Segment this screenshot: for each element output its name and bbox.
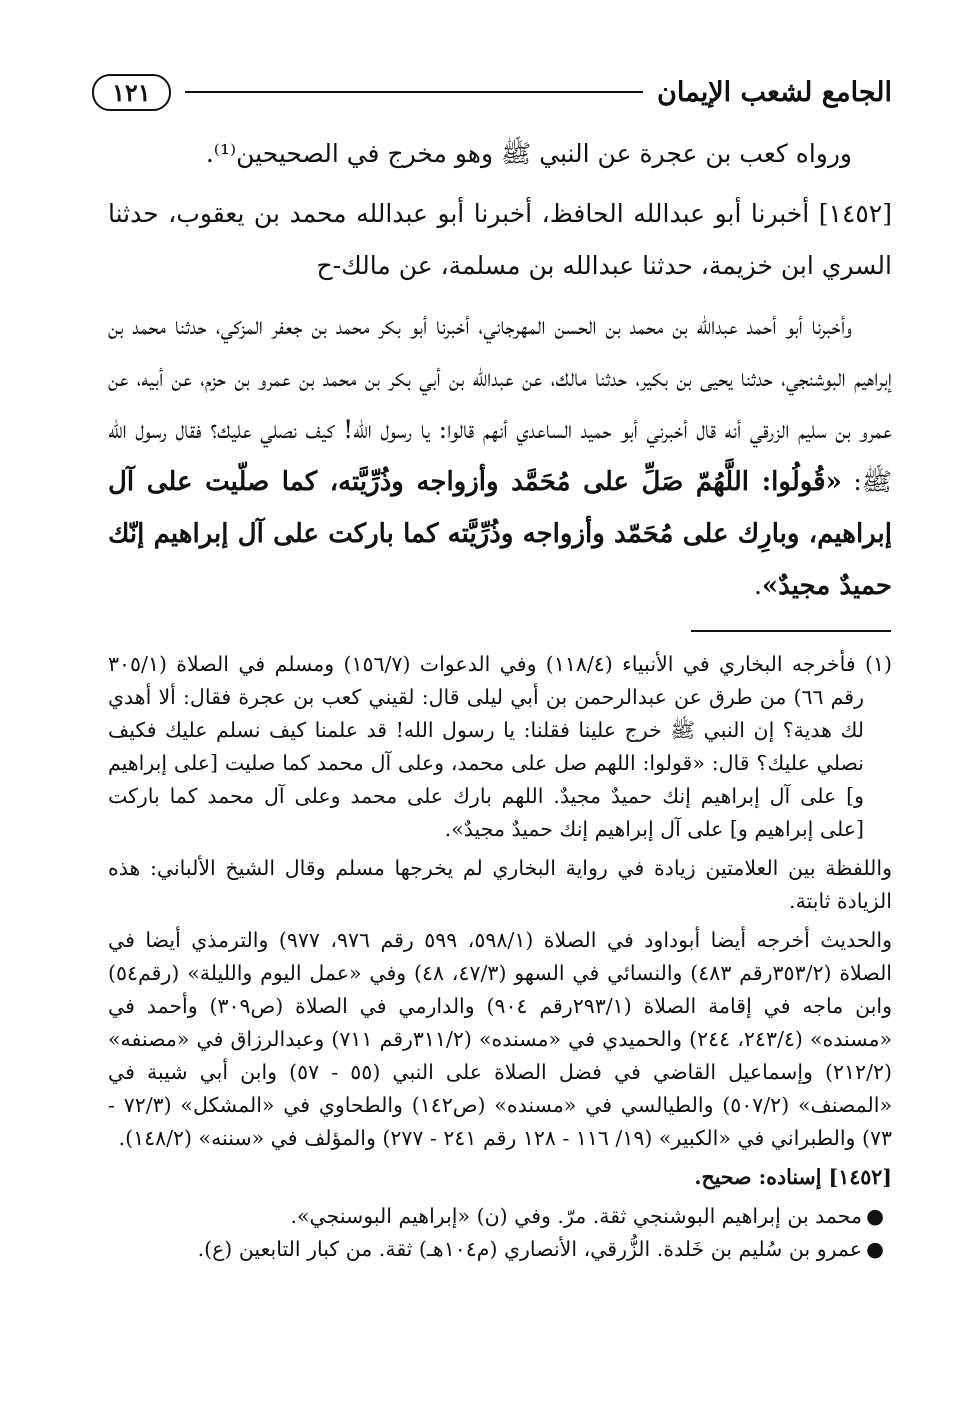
- hadith-1452-second-chain: [108, 300, 892, 612]
- running-title: الجامع لشعب الإيمان: [657, 76, 892, 108]
- isnad-list: [108, 1200, 892, 1266]
- footnote-references: والحديث أخرجه أيضا أبوداود في الصلاة (٥٩٨/١، ٥٩٩ رقم ٩٧٦، ٩٧٧) والترمذي أيضا في الصلاة (٣٥٣/٢رقم ٤٨٣) والنسائي في السهو (٤٧/٣، ٤٨) وفي «عمل اليوم والليلة» (رقم٥٤) وابن ماجه في إقامة الصلاة (٢٩٣/١رقم ٩٠٤) والدارمي في الصلاة (ص٣٠٩) وأحمد في «مسنده» (٢٤٣/٤، ٢٤٤) والحميدي في «مسنده» (٣١١/٢رقم ٧١١) وعبدالرزاق في «مصنفه» (٢١٢/٢) وإسماعيل القاضي في فضل الصلاة على النبي (٥٥ - ٥٧) وابن أبي شيبة في «المصنف» (٥٠٧/٢) والطيالسي في «مسنده» (ص١٤٢) والطحاوي في «المشكل» (٧٢/٣ - ٧٣) والطبراني في «الكبير» (١٩/ ١١٦ - ١٢٨ رقم ٢٤١ - ٢٧٧) والمؤلف في «سننه» (١٤٨/٢).: [108, 928, 893, 1150]
- page-number: ١٢١: [92, 74, 171, 111]
- list-item: ● محمد بن إبراهيم البوشنجي ثقة. مرّ. وفي (ن) «إبراهيم البوسنجي».: [108, 1200, 862, 1233]
- header-rule: [185, 91, 643, 93]
- chain-text: وأخبرنا أبو أحمد عبدالله بن محمد بن الحسن المهرجاني، أخبرنا أبو بكر محمد بن جعفر المزكي، حدثنا محمد بن إبراهيم البوشنجي، حدثنا يحيى بن بكير، حدثنا مالك، عن عبدالله بن أبي بكر بن محمد بن عمرو بن حزم، عن أبيه، عن عمرو بن سليم الزرقي أنه قال أخبرني أبو حميد الساعدي أنهم قالوا: يا رسول الله! كيف نصلي عليك؟ فقال رسول الله ﷺ:: [108, 311, 892, 496]
- bullet-icon: ●: [866, 1204, 884, 1228]
- hadith-text: «قُولُوا: اللَّهُمّ صَلِّ على مُحَمَّد وأزواجه وذُرِّيَّته، كما صلّيت على آل إبراهيم، وبارِك على مُحَمّد وأزواجه وذُرِّيَّته كما باركت على آل إبراهيم إنّك حميدٌ مجيدٌ»: [108, 467, 892, 601]
- hadith-1452-chain: [١٤٥٢] أخبرنا أبو عبدالله الحافظ، أخبرنا أبو عبدالله محمد بن يعقوب، حدثنا السري ابن خزيمة، حدثنا عبدالله بن مسلمة، عن مالك-ح: [108, 199, 892, 280]
- main-text: [108, 128, 892, 612]
- period: .: [753, 571, 762, 600]
- footnotes: [108, 648, 892, 1266]
- list-item: ● عمرو بن سُليم بن خَلدة. الزُّرقي، الأنصاري (م١٠٤هـ) ثقة. من كبار التابعين (ع).: [108, 1233, 862, 1266]
- footnote-separator: [691, 630, 891, 632]
- page-header: [92, 68, 892, 116]
- footnote-1: (١) فأخرجه البخاري في الأنبياء (١١٨/٤) وفي الدعوات (١٥٦/٧) ومسلم في الصلاة (٣٠٥/١ رقم ٦٦) من طرق عن عبدالرحمن بن أبي ليلى قال: لقيني كعب بن عجرة فقال: ألا أهدي لك هدية؟ إن النبي ﷺ خرج علينا فقلنا: يا رسول الله! قد علمنا كيف نسلم عليك فكيف نصلي عليك؟ قال: «قولوا: اللهم صل على محمد، وعلى آل محمد كما صليت [على إبراهيم و] على آل إبراهيم إنك حميدٌ مجيدٌ. اللهم بارك على محمد وعلى آل محمد كما باركت [على إبراهيم و] على آل إبراهيم إنك حميدٌ مجيدٌ».: [108, 652, 892, 841]
- footnote-note: واللفظة بين العلامتين زيادة في رواية البخاري لم يخرجها مسلم وقال الشيخ الألباني: هذه الزيادة ثابتة.: [108, 856, 892, 913]
- isnad-heading: [١٤٥٢] إسناده: صحيح.: [694, 1165, 892, 1189]
- bullet-icon: ●: [866, 1237, 884, 1261]
- paragraph-kaab: ورواه كعب بن عجرة عن النبي ﷺ وهو مخرج في الصحيحين⁽¹⁾.: [205, 139, 852, 168]
